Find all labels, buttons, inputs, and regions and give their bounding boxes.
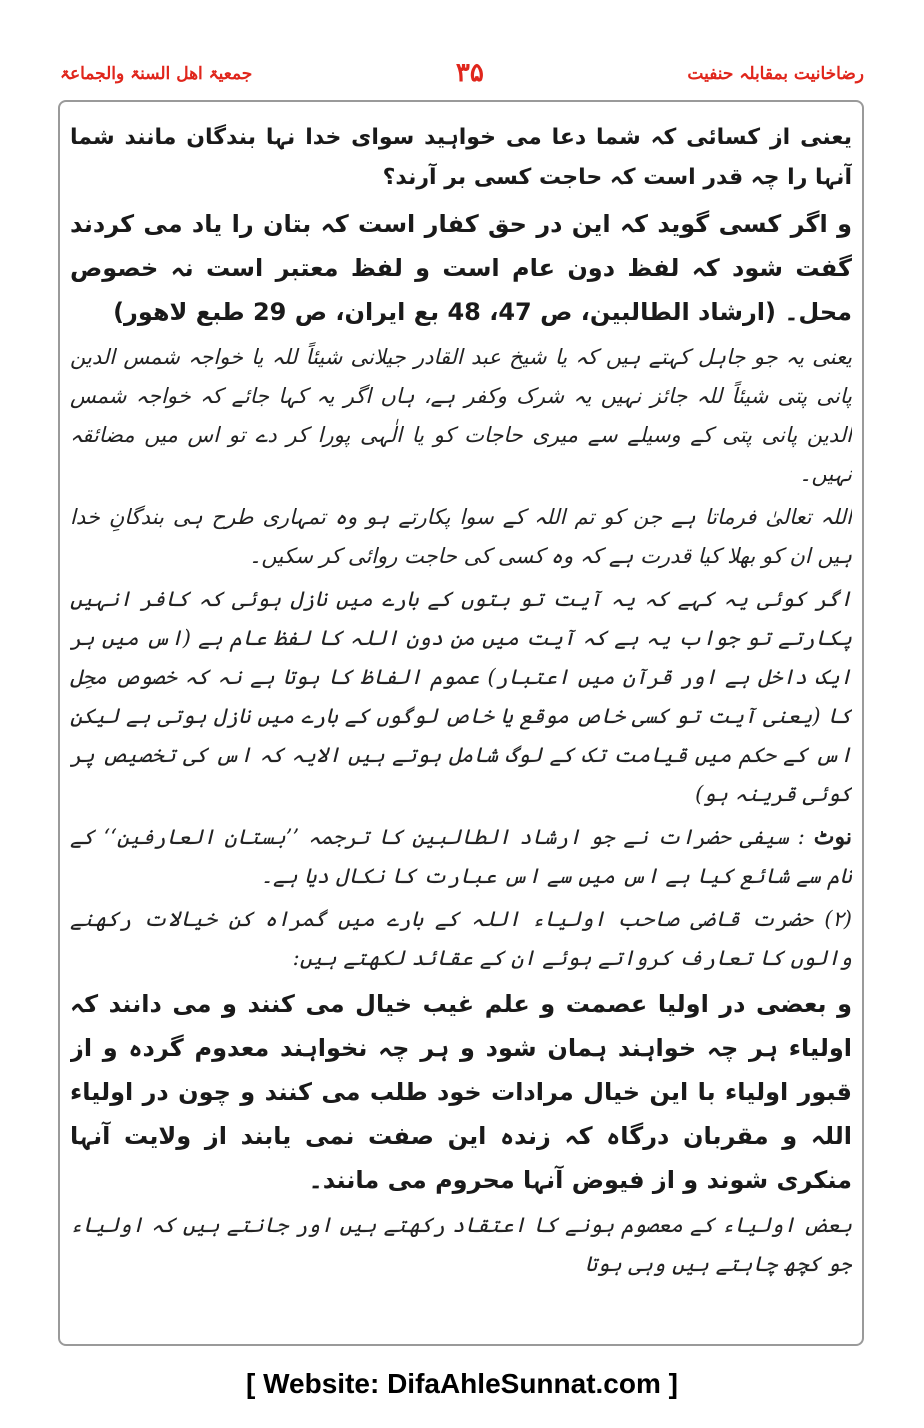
- persian-quote-irshad: و اگر کسی گوید کہ این در حق کفار است کہ بتان را یاد می کردند گفت شود کہ لفظ دون عام است و لفظ معتبر است نہ خصوص محل۔ (ارشاد الطالبین، ص 47، 48 بع ایران، ص 29 طبع لاھور): [70, 210, 852, 326]
- urdu-translation-1: یعنی یہ جو جاہل کہتے ہیں کہ یا شیخ عبد القادر جیلانی شیئاً للہ یا خواجہ شمس الدین پانی پتی شیئاً للہ جائز نہیں یہ شرک وکفر ہے، ہاں اگر یہ کہا جائے کہ خواجہ شمس الدین پانی پتی کے وسیلے سے میری حاجات کو یا الٰہی پورا کر دے تو اس میں مضائقہ نہیں۔: [70, 345, 852, 486]
- page-number: ۳۵: [455, 58, 484, 88]
- persian-quote-awliya: و بعضی در اولیا عصمت و علم غیب خیال می کنند و می دانند کہ اولیاء ہر چہ خواہند ہمان شود و ہر چہ نخواہند معدوم گردہ و از قبور اولیاء با این خیال مرادات خود طلب می کنند و چون در اولیاء اللہ و مقربان درگاہ کہ زندہ این صفت نمی یابند از ولایت آنہا منکری شوند و از فیوض آنہا محروم می مانند۔: [70, 990, 852, 1194]
- urdu-intro-2: (۲) حضرت قاضی صاحب اولیاء اللہ کے بارے میں گمراہ کن خیالات رکھنے والوں کا تعارف کرواتے ہوئے ان کے عقائد لکھتے ہیں:: [70, 907, 852, 970]
- persian-question: یعنی از کسائی کہ شما دعا می خواہید سوای خدا نہا بندگان مانند شما آنہا را چہ قدر است کہ حاجت کسی بر آرند؟: [70, 125, 852, 190]
- page-body: [70, 118, 852, 1340]
- urdu-answer: اگر کوئی یہ کہے کہ یہ آیت تو بتوں کے بارے میں نازل ہوئی کہ کافر انہیں پکارتے تو جواب یہ ہے کہ آیت میں من دون اللہ کا لفظ عام ہے (اس میں ہر ایک داخل ہے اور قرآن میں اعتبار) عموم الفاظ کا ہوتا ہے نہ کہ خصوص محِل کا (یعنی آیت تو کسی خاص موقع یا خاص لوگوں کے بارے میں نازل ہوتی ہے لیکن اس کے حکم میں قیامت تک کے لوگ شامل ہوتے ہیں الایہ کہ اس کی تخصیص پر کوئی قرینہ ہو): [70, 587, 852, 806]
- header-organization: جمعیۃ اھل السنۃ والجماعۃ: [60, 63, 253, 84]
- note-label: نوٹ: [813, 824, 852, 850]
- header-book-title: رضاخانیت بمقابلہ حنفیت: [687, 63, 864, 84]
- note-text: : سیفی حضرات نے جو ارشاد الطالبین کا ترجمہ ’’بستان العارفین‘‘ کے نام سے شائع کیا ہے اس میں سے اس عبارت کا نکال دیا ہے۔: [70, 825, 852, 888]
- website-footer: [ Website: DifaAhleSunnat.com ]: [246, 1368, 678, 1399]
- urdu-translation-2: اللہ تعالیٰ فرماتا ہے جن کو تم اللہ کے سوا پکارتے ہو وہ تمہاری طرح ہی بندگانِ خدا ہیں ان کو بھلا کیا قدرت ہے کہ وہ کسی کی حاجت روائی کر سکیں۔: [70, 505, 852, 568]
- urdu-translation-3: بعض اولیاء کے معصوم ہونے کا اعتقاد رکھتے ہیں اور جانتے ہیں کہ اولیاء جو کچھ چاہتے ہیں وہی ہوتا: [70, 1213, 852, 1276]
- note-paragraph: [70, 818, 852, 896]
- page-header: [60, 56, 864, 90]
